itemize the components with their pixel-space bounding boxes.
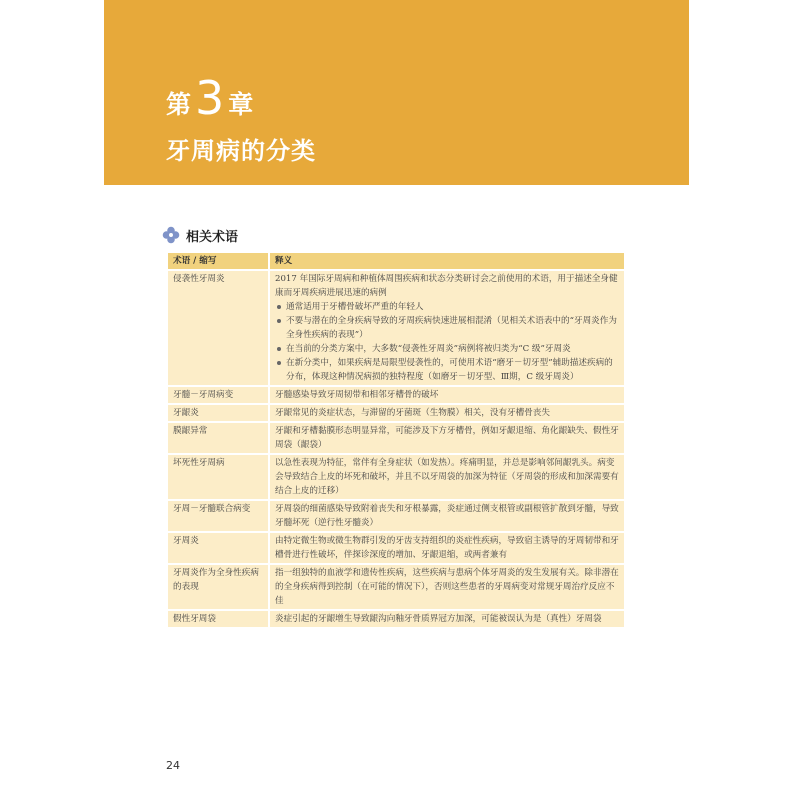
term-cell: 牙髓－牙周病变: [168, 387, 270, 403]
definition-cell: 指一组独特的血液学和遗传性疾病，这些疾病与患病个体牙周炎的发生发展有关。除非潜在的全身疾病得到控制（在可能的情况下），否则这些患者的牙周病变对常规牙周治疗反应不佳: [270, 565, 624, 609]
header-term: 术语 / 缩写: [168, 253, 270, 269]
header-definition: 释义: [270, 253, 624, 269]
chapter-prefix: 第: [166, 90, 192, 119]
definition-cell: 由特定微生物或微生物群引发的牙齿支持组织的炎症性疾病，导致宿主诱导的牙周韧带和牙槽骨进行性破坏，伴探诊深度的增加、牙龈退缩，或两者兼有: [270, 533, 624, 563]
term-cell: 坏死性牙周病: [168, 455, 270, 499]
bullet-item: 不要与潜在的全身疾病导致的牙周疾病快速进展相混淆（见相关术语表中的“牙周炎作为全身性疾病的表现”）: [275, 314, 619, 342]
term-cell: 牙周炎作为全身性疾病的表现: [168, 565, 270, 609]
definition-cell: 牙龈常见的炎症状态，与滞留的牙菌斑（生物膜）相关，没有牙槽骨丧失: [270, 405, 624, 421]
table-header-row: [168, 253, 624, 269]
bullet-item: 通常适用于牙槽骨破坏严重的年轻人: [275, 300, 619, 314]
table-row: [168, 611, 624, 627]
terms-table: [168, 251, 624, 629]
chapter-suffix: 章: [228, 90, 254, 119]
table-row: [168, 455, 624, 499]
table-row: [168, 423, 624, 453]
chapter-number-line: [166, 71, 254, 125]
table-row: [168, 271, 624, 385]
table-row: [168, 565, 624, 609]
chapter-title: 牙周病的分类: [166, 137, 316, 165]
bullet-item: 在当前的分类方案中，大多数“侵袭性牙周炎”病例将被归类为“C 级”牙周炎: [275, 342, 619, 356]
definition-cell: 以急性表现为特征，常伴有全身症状（如发热）。疼痛明显，并总是影响邻间龈乳头。病变会导致结合上皮的坏死和破坏，并且不以牙周袋的加深为特征（牙周袋的形成和加深需要有结合上皮的迁移）: [270, 455, 624, 499]
term-cell: 侵袭性牙周炎: [168, 271, 270, 385]
table-row: [168, 533, 624, 563]
table-row: [168, 405, 624, 421]
clover-icon: [162, 226, 180, 244]
term-cell: 牙龈炎: [168, 405, 270, 421]
section-title: 相关术语: [186, 229, 239, 245]
term-cell: 假性牙周袋: [168, 611, 270, 627]
term-cell: 牙周炎: [168, 533, 270, 563]
definition-cell: 炎症引起的牙龈增生导致龈沟向釉牙骨质界冠方加深，可能被误认为是（真性）牙周袋: [270, 611, 624, 627]
section-heading: [162, 224, 238, 246]
table-row: [168, 501, 624, 531]
bullet-item: 在新分类中，如果疾病是局限型侵袭性的，可使用术语“磨牙－切牙型”辅助描述疾病的分布，体现这种情况病损的独特程度（如磨牙－切牙型、Ⅲ期，C 级牙周炎）: [275, 356, 619, 384]
table-row: [168, 387, 624, 403]
definition-cell: 牙髓感染导致牙周韧带和相邻牙槽骨的破坏: [270, 387, 624, 403]
page-number: 24: [166, 759, 180, 772]
definition-cell: 牙龈和牙槽黏膜形态明显异常，可能涉及下方牙槽骨，例如牙龈退缩、角化龈缺失、假性牙周袋（龈袋）: [270, 423, 624, 453]
term-cell: 膜龈异常: [168, 423, 270, 453]
chapter-number: 3: [195, 71, 225, 125]
definition-cell: [270, 271, 624, 385]
definition-intro: 2017 年国际牙周病和种植体周围疾病和状态分类研讨会之前使用的术语，用于描述全身健康而牙周疾病进展迅速的病例: [275, 274, 618, 298]
term-cell: 牙周－牙髓联合病变: [168, 501, 270, 531]
bullet-list: [275, 300, 619, 384]
definition-cell: 牙周袋的细菌感染导致附着丧失和牙根暴露，炎症通过侧支根管或副根管扩散到牙髓，导致牙髓坏死（逆行性牙髓炎）: [270, 501, 624, 531]
